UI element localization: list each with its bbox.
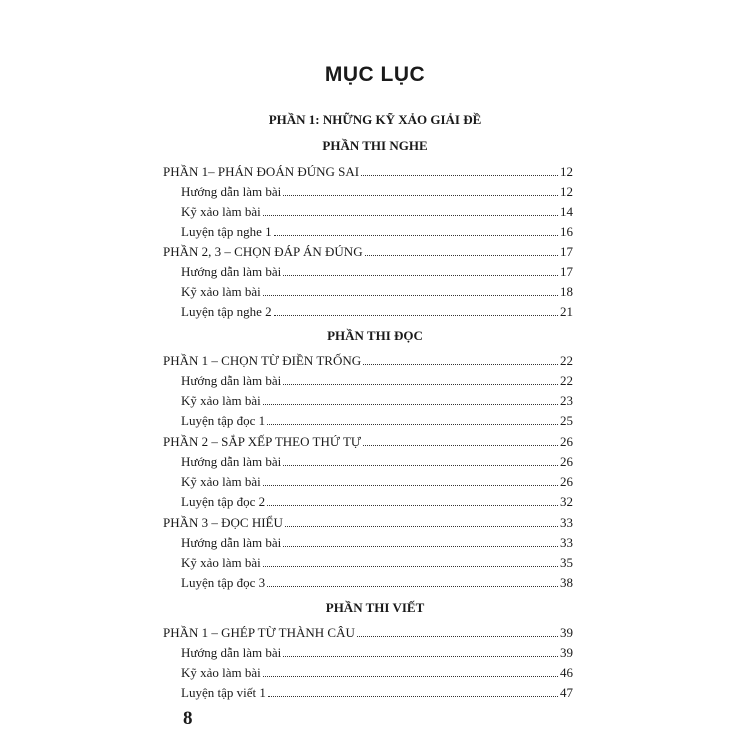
toc-subentry[interactable] — [181, 474, 573, 490]
toc-entry-page: 32 — [560, 494, 573, 509]
toc-entry-label: Kỹ xảo làm bài — [181, 555, 261, 570]
toc-leader-dots — [363, 353, 558, 365]
toc-subentry[interactable] — [181, 685, 573, 701]
toc-subentry[interactable] — [181, 373, 573, 389]
toc-leader-dots — [357, 625, 558, 637]
toc-subentry[interactable] — [181, 665, 573, 681]
toc-entry-label: Kỹ xảo làm bài — [181, 665, 261, 680]
toc-entry-label: Hướng dẫn làm bài — [181, 454, 282, 469]
toc-entry[interactable] — [163, 164, 573, 180]
toc-entry-label: PHẦN 2, 3 – CHỌN ĐÁP ÁN ĐÚNG — [163, 244, 363, 259]
toc-leader-dots — [283, 373, 558, 385]
toc-entry-page: 26 — [560, 474, 573, 489]
toc-subentry[interactable] — [181, 304, 573, 320]
toc-entry-label: PHẦN 3 – ĐỌC HIỂU — [163, 515, 283, 530]
toc-entry-label: Kỹ xảo làm bài — [181, 284, 261, 299]
toc-entry-label: Luyện tập viết 1 — [181, 685, 266, 700]
toc-entry-label: Luyện tập đọc 2 — [181, 494, 266, 509]
toc-entry-page: 26 — [560, 454, 573, 469]
toc-entry-page: 12 — [560, 184, 573, 199]
toc-leader-dots — [361, 164, 558, 176]
toc-subentry[interactable] — [181, 393, 573, 409]
toc-entry-page: 17 — [560, 264, 573, 279]
toc-entry-label: PHẦN 1– PHÁN ĐOÁN ĐÚNG SAI — [163, 164, 360, 179]
toc-entry[interactable] — [163, 434, 573, 450]
toc-entry-page: 47 — [560, 685, 573, 700]
toc-subentry[interactable] — [181, 204, 573, 220]
toc-entry-label: Kỹ xảo làm bài — [181, 204, 261, 219]
toc-entry-page: 18 — [560, 284, 573, 299]
toc-subentry[interactable] — [181, 645, 573, 661]
section-heading-writing: PHẦN THI VIẾT — [325, 600, 425, 615]
page-title: MỤC LỤC — [324, 63, 426, 86]
toc-subentry[interactable] — [181, 494, 573, 510]
toc-entry-label: Hướng dẫn làm bài — [181, 264, 282, 279]
toc-leader-dots — [267, 575, 558, 587]
toc-entry-page: 35 — [560, 555, 573, 570]
toc-leader-dots — [283, 184, 558, 196]
toc-entry-page: 17 — [560, 244, 573, 259]
toc-entry-label: Hướng dẫn làm bài — [181, 535, 282, 550]
toc-leader-dots — [274, 224, 558, 236]
toc-entry-page: 33 — [560, 515, 573, 530]
toc-entry-page: 22 — [560, 353, 573, 368]
toc-entry[interactable] — [163, 244, 573, 260]
toc-leader-dots — [283, 645, 558, 657]
toc-entry-page: 33 — [560, 535, 573, 550]
toc-subentry[interactable] — [181, 184, 573, 200]
section-heading-reading: PHẦN THI ĐỌC — [327, 328, 423, 343]
toc-entry-page: 16 — [560, 224, 573, 239]
toc-entry-page: 14 — [560, 204, 573, 219]
toc-leader-dots — [263, 665, 558, 677]
part-title: PHẦN 1: NHỮNG KỸ XẢO GIẢI ĐỀ — [268, 112, 482, 127]
toc-leader-dots — [268, 685, 558, 697]
toc-entry-label: Luyện tập đọc 3 — [181, 575, 266, 590]
toc-leader-dots — [263, 204, 558, 216]
toc-leader-dots — [267, 494, 558, 506]
toc-leader-dots — [263, 393, 558, 405]
toc-entry-page: 39 — [560, 645, 573, 660]
toc-entry-label: Kỹ xảo làm bài — [181, 474, 261, 489]
toc-entry-page: 39 — [560, 625, 573, 640]
toc-leader-dots — [363, 434, 558, 446]
toc-leader-dots — [285, 515, 558, 527]
toc-entry-page: 46 — [560, 665, 573, 680]
toc-entry-page: 21 — [560, 304, 573, 319]
toc-entry-label: PHẦN 1 – CHỌN TỪ ĐIỀN TRỐNG — [163, 353, 362, 368]
toc-entry[interactable] — [163, 353, 573, 369]
toc-entry-label: PHẦN 1 – GHÉP TỪ THÀNH CÂU — [163, 625, 355, 640]
page-number: 8 — [183, 708, 193, 729]
toc-subentry[interactable] — [181, 413, 573, 429]
toc-entry-page: 23 — [560, 393, 573, 408]
toc-entry[interactable] — [163, 515, 573, 531]
toc-subentry[interactable] — [181, 555, 573, 571]
toc-subentry[interactable] — [181, 535, 573, 551]
toc-leader-dots — [283, 264, 558, 276]
toc-leader-dots — [267, 413, 558, 425]
toc-subentry[interactable] — [181, 454, 573, 470]
toc-leader-dots — [365, 244, 558, 256]
toc-entry-label: Hướng dẫn làm bài — [181, 373, 282, 388]
toc-entry-page: 38 — [560, 575, 573, 590]
toc-entry-label: Hướng dẫn làm bài — [181, 184, 282, 199]
toc-leader-dots — [263, 284, 558, 296]
toc-entry-label: Luyện tập nghe 2 — [181, 304, 272, 319]
toc-entry-label: PHẦN 2 – SẮP XẾP THEO THỨ TỰ — [163, 434, 361, 449]
toc-leader-dots — [263, 555, 558, 567]
toc-entry-page: 25 — [560, 413, 573, 428]
toc-entry-page: 12 — [560, 164, 573, 179]
toc-entry-label: Luyện tập nghe 1 — [181, 224, 272, 239]
toc-entry-page: 22 — [560, 373, 573, 388]
toc-entry-label: Kỹ xảo làm bài — [181, 393, 261, 408]
section-heading-listening: PHẦN THI NGHE — [322, 138, 428, 153]
toc-entry-label: Luyện tập đọc 1 — [181, 413, 266, 428]
toc-leader-dots — [263, 474, 558, 486]
toc-leader-dots — [274, 304, 558, 316]
toc-subentry[interactable] — [181, 575, 573, 591]
toc-subentry[interactable] — [181, 264, 573, 280]
toc-entry-page: 26 — [560, 434, 573, 449]
toc-entry[interactable] — [163, 625, 573, 641]
toc-entry-label: Hướng dẫn làm bài — [181, 645, 282, 660]
toc-leader-dots — [283, 535, 558, 547]
toc-subentry[interactable] — [181, 224, 573, 240]
toc-leader-dots — [283, 454, 558, 466]
toc-subentry[interactable] — [181, 284, 573, 300]
